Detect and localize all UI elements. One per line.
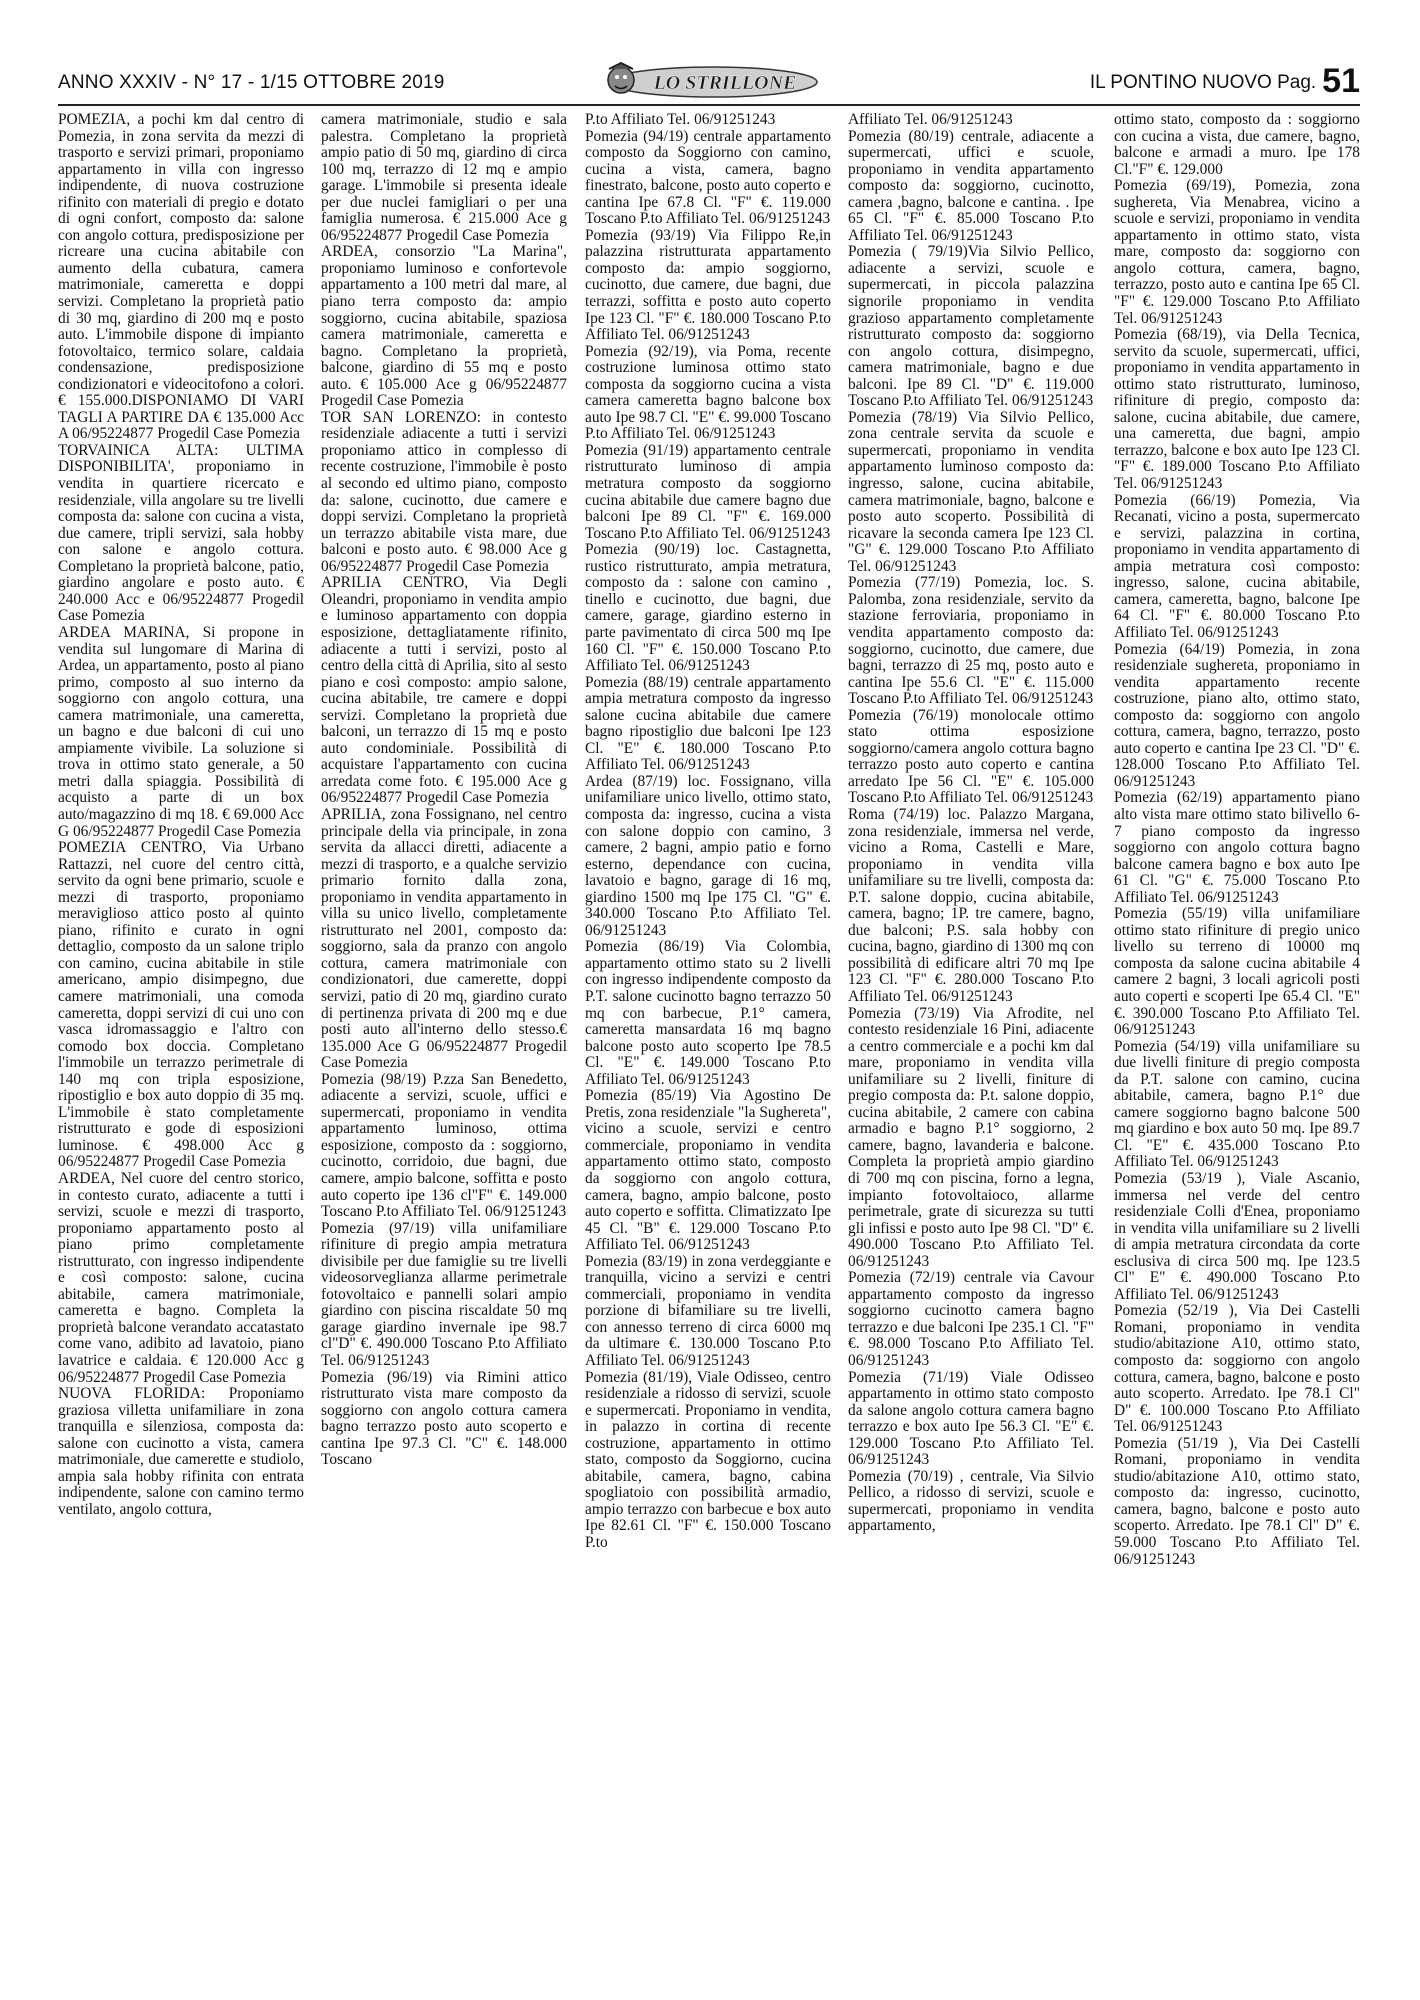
listing: TORVAINICA ALTA: ULTIMA DISPONIBILITA', proponiamo in vendita in quartiere ricercato e residenziale, villa angolare su tre livelli composta da: salone con cucina a vista, due camere, tripli servizi, sala hobby con salone e angolo cottura. Completano la proprietà balcone, patio, giardino angolare e posto auto. € 240.000 Acc e 06/95224877 Progedil Case Pomezia [58, 441, 304, 625]
listing: Pomezia (73/19) Via Afrodite, nel contesto residenziale 16 Pini, adiacente a centro commerciale e a pochi km dal mare, proponiamo in vendita villa unifamiliare su 2 livelli, finiture di pregio composta da: P.t. salone doppio, cucina abitabile, 2 camere con cabina armadio e bagno P.1° soggiorno, 2 camere, bagno, lavanderia e balcone. Completa la proprietà ampio giardino di 700 mq con piscina, forno a legna, impianto fotovoltaioco, allarme perimetrale, grate di sicurezza su tutti gli infissi e posto auto Ipe 98 Cl. "D" €. 490.000 Toscano P.to Affiliato Tel. 06/91251243 [848, 1004, 1094, 1270]
listing: Pomezia (70/19) , centrale, Via Silvio Pellico, a ridosso di servizi, scuole e supermercati, proponiamo in vendita appartamento, [848, 1467, 1094, 1535]
listing: Pomezia (54/19) villa unifamiliare su due livelli finiture di pregio composta da P.T. salone con camino, cucina abitabile, camera, bagno P.1° due camere soggiorno bagno balcone 500 mq giardino e box auto 50 mq. Ipe 89.7 Cl. "E" €. 435.000 Toscano P.to Affiliato Tel. 06/91251243 [1114, 1037, 1360, 1171]
listing: Pomezia (88/19) centrale appartamento ampia metratura composto da ingresso salone cucina abitabile due camere bagno ripostiglio due balconi Ipe 123 Cl. "E" €. 180.000 Toscano P.to Affiliato Tel. 06/91251243 [585, 673, 831, 774]
listing: Pomezia (96/19) via Rimini attico ristrutturato vista mare composto da soggiorno con angolo cottura camera bagno terrazzo posto auto scoperto e cantina Ipe 97.3 Cl. "C" €. 148.000 Toscano [321, 1368, 567, 1469]
column-5 [1114, 112, 1360, 1982]
listing: Pomezia (91/19) appartamento centrale ristrutturato luminoso di ampia metratura composto da soggiorno cucina abitabile due camere bagno due balconi Ipe 89 Cl. "F" €. 169.000 Toscano P.to Affiliato Tel. 06/91251243 [585, 441, 831, 542]
issue-info: ANNO XXXIV - N° 17 - 1/15 OTTOBRE 2019 [58, 72, 445, 93]
publication-name: IL PONTINO NUOVO Pag. [1089, 72, 1317, 93]
listing: ARDEA, consorzio "La Marina", proponiamo luminoso e confortevole appartamento a 100 metri dal mare, al piano terra composto da: ampio soggiorno, cucina abitabile, spaziosa camera matrimoniale, cameretta e bagno. Completano la proprietà, balcone, giardino di 55 mq e posto auto. € 105.000 Ace g 06/95224877 Progedil Case Pomezia [321, 243, 567, 410]
listing: Affiliato Tel. 06/91251243 [848, 112, 1013, 128]
listing: ottimo stato, composto da : soggiorno con cucina a vista, due camere, bagno, balcone e armadi a muro. Ipe 178 Cl."F" €. 129.000 [1114, 112, 1360, 178]
listing: Pomezia (94/19) centrale appartamento composto da Soggiorno con camino, cucina a vista, camera, bagno finestrato, balcone, posto auto coperto e cantina Ipe 67.8 Cl. "F" €. 119.000 Toscano P.to Affiliato Tel. 06/91251243 [585, 127, 831, 228]
column-3 [585, 112, 831, 1982]
listing: Pomezia (97/19) villa unifamiliare rifiniture di pregio ampia metratura divisibile per due famiglie su tre livelli videosorveglianza allarme perimetrale fotovoltaico e pannelli solari ampio giardino con piscina riscaldate 50 mq garage giardino invernale ipe 98.7 cl"D" €. 490.000 Toscano P.to Affiliato Tel. 06/91251243 [321, 1219, 567, 1370]
listing: Pomezia (76/19) monolocale ottimo stato ottima esposizione soggiorno/camera angolo cottura bagno terrazzo posto auto coperto e cantina arredato Ipe 56 Cl. "E" €. 105.000 Toscano P.to Affiliato Tel. 06/91251243 [848, 706, 1094, 807]
listing: Pomezia (66/19) Pomezia, Via Recanati, vicino a posta, supermercato e servizi, palazzina in cortina, proponiamo in vendita appartamento di ampia metratura così composto: ingresso, salone, cucina abitabile, camera, cameretta, bagno, balcone Ipe 64 Cl. "F" €. 80.000 Toscano P.to Affiliato Tel. 06/91251243 [1114, 491, 1360, 641]
listing: APRILIA CENTRO, Via Degli Oleandri, proponiamo in vendita ampio e luminoso appartamento con doppia esposizione, dettagliatamente rifinito, adiacente a tutti i servizi, posto al centro della città di Aprilia, sito al sesto piano e così composto: ampio salone, cucina abitabile, tre camere e doppi servizi. Completano la proprietà due balconi, un terrazzo di 15 mq e posto auto condominiale. Possibilità di acquistare l'appartamento con cucina arredata come foto. € 195.000 Ace g 06/95224877 Progedil Case Pomezia [321, 574, 567, 807]
listing: P.to Affiliato Tel. 06/91251243 [585, 112, 776, 128]
listing: Roma (74/19) loc. Palazzo Margana, zona residenziale, immersa nel verde, vicino a Roma, Castelli e Mare, proponiamo in vendita villa unifamiliare su tre livelli, composta da: P.T. salone doppio, cucina abitabile, camera, bagno; 1P. tre camere, bagno, due balconi; P.S. sala hobby con cucina, bagno, giardino di 1300 mq con possibilità di edificare altri 70 mq Ipe 123 Cl. "F" €. 280.000 Toscano P.to Affiliato Tel. 06/91251243 [848, 805, 1094, 1005]
listing: Pomezia ( 79/19)Via Silvio Pellico, adiacente a servizi, scuole e supermercati, in piccola palazzina signorile proponiamo in vendita grazioso appartamento completamente ristrutturato composto da: soggiorno con angolo cottura, disimpegno, camera matrimoniale, bagno e due balconi. Ipe 89 Cl. "D" €. 119.000 Toscano P.to Affiliato Tel. 06/91251243 [848, 243, 1094, 410]
publication-title [1090, 62, 1360, 101]
listing: Pomezia (90/19) loc. Castagnetta, rustico ristrutturato, ampia metratura, composto da : salone con camino , tinello e cucinotto, due bagni, due camere, garage, giardino esterno in parte pavimentato di circa 500 mq Ipe 160 Cl. "F" €. 150.000 Toscano P.to Affiliato Tel. 06/91251243 [585, 541, 831, 675]
listing: APRILIA, zona Fossignano, nel centro principale della via principale, in zona servita da allacci diretti, adiacente a mezzi di trasporto, e a qualche servizio primario fornito dalla zona, proponiamo in vendita appartamento in villa su unico livello, completamente ristrutturato nel 2001, composto da: soggiorno, sala da pranzo con angolo cottura, camera matrimoniale con condizionatori, due camerette, doppi servizi, patio di 20 mq, giardino curato di pertinenza privata di 200 mq e due posti auto all'interno dello stesso.€ 135.000 Ace G 06/95224877 Progedil Case Pomezia [321, 805, 567, 1072]
listing: Pomezia (81/19), Viale Odisseo, centro residenziale a ridosso di servizi, scuole e supermercati. Proponiamo in vendita, in palazzo in cortina di recente costruzione, appartamento in ottimo stato, composto da Soggiorno, cucina abitabile, camera, bagno, cabina spogliatoio con possibilità armadio, ampio terrazzo con barbecue e box auto Ipe 82.61 Cl. "F" €. 150.000 Toscano P.to [585, 1368, 831, 1552]
listing: Pomezia (53/19 ), Viale Ascanio, immersa nel verde del centro residenziale Colli d'Enea, proponiamo in vendita villa unifamiliare su 2 livelli di ampia metratura circondata da corte esclusiva di circa 500 mq. Ipe 123.5 Cl" E" €. 490.000 Toscano P.to Affiliato Tel. 06/91251243 [1114, 1170, 1360, 1303]
listing: Pomezia (85/19) Via Agostino De Pretis, zona residenziale "la Sughereta", vicino a scuole, servizi e centro commerciale, proponiamo in vendita appartamento ottimo stato, composto da soggiorno con angolo cottura, camera, bagno, ampio balcone, posto auto coperto e soffitta. Climatizzato Ipe 45 Cl. "B" €. 129.000 Toscano P.to Affiliato Tel. 06/91251243 [585, 1087, 831, 1254]
listing: Pomezia (78/19) Via Silvio Pellico, zona centrale servita da scuole e supermercati, proponiamo in vendita appartamento luminoso composto da: ingresso, salone, cucina abitabile, camera matrimoniale, bagno, balcone e posto auto scoperto. Possibilità di ricavare la seconda camera Ipe 123 Cl. "G" €. 129.000 Toscano P.to Affiliato Tel. 06/91251243 [848, 408, 1094, 575]
lo-strillone-logo [593, 60, 833, 104]
listing: Pomezia (77/19) Pomezia, loc. S. Palomba, zona residenziale, servito da stazione ferroviaria, proponiamo in vendita appartamento composto da: soggiorno, cucinotto, due camere, due bagni, terrazzo di 25 mq, posto auto e cantina Ipe 55.6 Cl. "E" €. 115.000 Toscano P.to Affiliato Tel. 06/91251243 [848, 574, 1094, 708]
listing: ARDEA, Nel cuore del centro storico, in contesto curato, adiacente a tutti i servizi, scuole e mezzi di trasporto, proponiamo appartamento posto al piano primo completamente ristrutturato, con ingresso indipendente e così composto: salone, cucina abitabile, camera matrimoniale, cameretta e bagno. Completa la proprietà balcone verandato accatastato come vano, adibito ad lavatoio, piano lavatrice e caldaia. € 120.000 Acc g 06/95224877 Progedil Case Pomezia [58, 1170, 304, 1386]
listing: Pomezia (72/19) centrale via Cavour appartamento composto da ingresso soggiorno cucinotto camera bagno terrazzo e due balconi Ipe 235.1 Cl. "F" €. 98.000 Toscano P.to Affiliato Tel. 06/91251243 [848, 1269, 1094, 1370]
listing: TOR SAN LORENZO: in contesto residenziale adiacente a tutti i servizi proponiamo attico in complesso di recente costruzione, l'immobile è posto al secondo ed ultimo piano, composto da: salone, cucinotto, due camere e doppi servizi. Completano la proprietà un terrazzo abitabile vista mare, due balconi e posto auto. € 98.000 Ace g 06/95224877 Progedil Case Pomezia [321, 408, 567, 575]
listing: Pomezia (52/19 ), Via Dei Castelli Romani, proponiamo in vendita studio/abitazione A10, ottimo stato, composto da: soggiorno con angolo cottura, camera, bagno, balcone e posto auto scoperto. Arredato. Ipe 78.1 Cl" D" €. 100.000 Toscano P.to Affiliato Tel. 06/91251243 [1114, 1302, 1360, 1436]
listing: POMEZIA, a pochi km dal centro di Pomezia, in zona servita da mezzi di trasporto e servizi primari, proponiamo appartamento in villa con ingresso indipendente, di nuova costruzione rifinito con materiali di pregio e dotato di ogni confort, composto da: salone con angolo cottura, predisposizione per ricreare una cucina abitabile con aumento della cubatura, camera matrimoniale, cameretta e doppi servizi. Completano la proprietà patio di 30 mq, giardino di 200 mq e posto auto. L'immobile dispone di impianto fotovoltaico, termico solare, caldaia condensazione, predisposizione condizionatori e videocitofono a colori. € 155.000.DISPONIAMO DI VARI TAGLI A PARTIRE DA € 135.000 Acc A 06/95224877 Progedil Case Pomezia [58, 112, 304, 443]
page-number: 51 [1322, 62, 1360, 100]
listing: Pomezia (98/19) P.zza San Benedetto, adiacente a servizi, scuole, uffici e supermercati, proponiamo in vendita appartamento luminoso, ottima esposizione, composto da : soggiorno, cucinotto, corridoio, due bagni, due camere, ampio balcone, soffitta e posto auto coperto ipe 136 cl"F" €. 149.000 Toscano P.to Affiliato Tel. 06/91251243 [321, 1070, 567, 1221]
svg-text:LO STRILLONE: LO STRILLONE [653, 72, 797, 94]
column-1 [58, 112, 304, 1982]
listing: Pomezia (92/19), via Poma, recente costruzione luminosa ottimo stato composta da soggiorno cucina a vista camera cameretta bagno balcone box auto Ipe 98.7 Cl. "E" €. 99.000 Toscano P.to Affiliato Tel. 06/91251243 [585, 342, 831, 443]
column-2 [321, 112, 567, 1982]
listing: Pomezia (64/19) Pomezia, in zona residenziale sughereta, proponiamo in vendita appartamento recente costruzione, piano alto, ottimo stato, composto da: soggiorno con angolo cottura, camera, bagno, terrazzo, posto auto coperto e cantina Ipe 23 Cl. "D" €. 128.000 Toscano P.to Affiliato Tel. 06/91251243 [1114, 640, 1360, 790]
listing: Pomezia (69/19), Pomezia, zona sughereta, Via Menabrea, vicino a scuole e servizi, proponiamo in vendita appartamento in ottimo stato, vista mare, composto da: soggiorno con angolo cottura, camera, bagno, terrazzo, posto auto e cantina Ipe 65 Cl. "F" €. 129.000 Toscano P.to Affiliato Tel. 06/91251243 [1114, 177, 1360, 327]
listing: Ardea (87/19) loc. Fossignano, villa unifamiliare unico livello, ottimo stato, composta da: ingresso, cucina a vista con salone doppio con camino, 3 camere, 2 bagni, ampio patio e forno esterno, dependance con cucina, lavatoio e bagno, garage di 16 mq, giardino 1500 mq Ipe 175 Cl. "G" €. 340.000 Toscano P.to Affiliato Tel. 06/91251243 [585, 772, 831, 939]
listing: Pomezia (51/19 ), Via Dei Castelli Romani, proponiamo in vendita studio/abitazione A10, ottimo stato, composto da: ingresso, cucinotto, camera, bagno, balcone e posto auto scoperto. Arredato. Ipe 78.1 Cl" D" €. 59.000 Toscano P.to Affiliato Tel. 06/91251243 [1114, 1434, 1360, 1568]
listing: Pomezia (86/19) Via Colombia, appartamento ottimo stato su 2 livelli con ingresso indipendente composto da P.T. salone cucinotto bagno terrazzo 50 mq con barbecue, P.1° camera, cameretta mansardata 16 mq bagno balcone posto auto scoperto Ipe 78.5 Cl. "E" €. 149.000 Toscano P.to Affiliato Tel. 06/91251243 [585, 938, 831, 1088]
listing: camera matrimoniale, studio e sala palestra. Completano la proprietà ampio patio di 50 mq, giardino di circa 100 mq, terrazzo di 12 mq e ampio garage. L'immobile si presenta ideale per due nuclei famigliari o per una famiglia numerosa. € 215.000 Ace g 06/95224877 Progedil Case Pomezia [321, 112, 567, 244]
page-header [58, 62, 1360, 106]
listing: ARDEA MARINA, Si propone in vendita sul lungomare di Marina di Ardea, un appartamento, posto al piano primo, composto al suo interno da soggiorno con angolo cottura, una camera matrimoniale, una cameretta, un bagno e due balconi di cui uno ampiamente vivibile. La soluzione si trova in ottimo stato generale, a 50 metri dalla spiaggia. Possibilità di acquisto a parte di un box auto/magazzino di mq 18. € 69.000 Acc G 06/95224877 Progedil Case Pomezia [58, 623, 304, 840]
column-4 [848, 112, 1094, 1982]
listing: POMEZIA CENTRO, Via Urbano Rattazzi, nel cuore del centro città, servito da ogni bene primario, scuole e mezzi di trasporto, proponiamo meraviglioso attico posto al quinto piano, rifinito e curato in ogni dettaglio, composto da un salone triplo con camino, cucina abitabile in stile americano, ampio disimpegno, due camere matrimoniali, una comoda cameretta, doppi servizi di cui uno con vasca idromassaggio e l'altro con comodo box doccia. Completano l'immobile un terrazzo perimetrale di 140 mq con tripla esposizione, ripostiglio e box auto doppio di 35 mq. L'immobile è stato completamente ristrutturato e gode di esposizioni luminose. € 498.000 Acc g 06/95224877 Progedil Case Pomezia [58, 839, 304, 1171]
listing: Pomezia (55/19) villa unifamiliare ottimo stato rifiniture di pregio unico livello su terreno di 10000 mq composta da salone cucina abitabile 4 camere 2 bagni, 3 locali agricoli posti auto coperti e scoperti Ipe 65.4 Cl. "E" €. 390.000 Toscano P.to Affiliato Tel. 06/91251243 [1114, 905, 1360, 1039]
listing: Pomezia (83/19) in zona verdeggiante e tranquilla, vicino a servizi e centri commerciali, proponiamo in vendita porzione di bifamiliare su tre livelli, con annesso terreno di circa 6000 mq da ultimare €. 130.000 Toscano P.to Affiliato Tel. 06/91251243 [585, 1252, 831, 1370]
classified-columns [58, 112, 1360, 1982]
listing: Pomezia (93/19) Via Filippo Re,in palazzina ristrutturata appartamento composto da: ampio soggiorno, cucinotto, due camere, due bagni, due terrazzi, soffitta e posto auto coperto Ipe 123 Cl. "F" €. 180.000 Toscano P.to Affiliato Tel. 06/91251243 [585, 226, 831, 344]
listing: NUOVA FLORIDA: Proponiamo graziosa villetta unifamiliare in zona tranquilla e silenziosa, composta da: salone con cucinotto a vista, camera matrimoniale, due camerette e studiolo, ampia sala hobby rifinita con entrata indipendente, salone con camino termo ventilato, angolo cottura, [58, 1385, 304, 1518]
listing: Pomezia (80/19) centrale, adiacente a supermercati, uffici e scuole, proponiamo in vendita appartamento composto da: soggiorno, cucinotto, camera ,bagno, balcone e cantina. . Ipe 65 Cl. "F" €. 85.000 Toscano P.to Affiliato Tel. 06/91251243 [848, 127, 1094, 244]
listing: Pomezia (62/19) appartamento piano alto vista mare ottimo stato bilivello 6-7 piano composto da ingresso soggiorno con angolo cottura bagno balcone camera bagno e box auto Ipe 61 Cl. "G" €. 75.000 Toscano P.to Affiliato Tel. 06/91251243 [1114, 789, 1360, 906]
listing: Pomezia (71/19) Viale Odisseo appartamento in ottimo stato composto da salone angolo cottura camera bagno terrazzo e box auto Ipe 56.3 Cl. "E" €. 129.000 Toscano P.to Affiliato Tel. 06/91251243 [848, 1368, 1094, 1469]
listing: Pomezia (68/19), via Della Tecnica, servito da scuole, supermercati, uffici, proponiamo in vendita appartamento in ottimo stato ristrutturato, luminoso, rifiniture di pregio, composto da: salone, cucina abitabile, due camere, una cameretta, due bagni, ampio terrazzo, balcone e box auto Ipe 123 Cl. "F" €. 189.000 Toscano P.to Affiliato Tel. 06/91251243 [1114, 326, 1360, 493]
